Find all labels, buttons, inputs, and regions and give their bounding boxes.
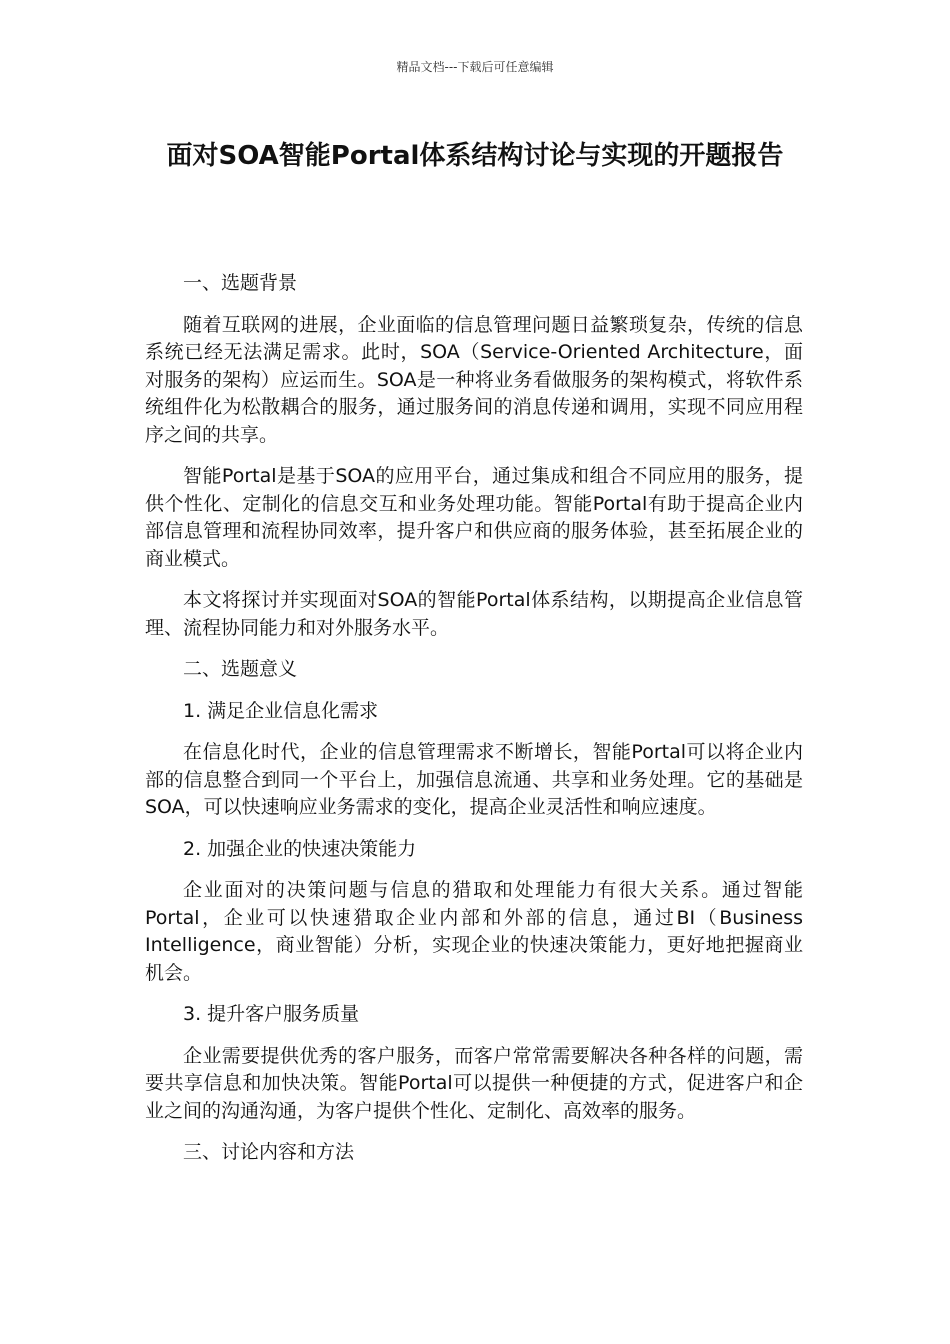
subheading-customer-service: 3. 提升客户服务质量	[183, 1003, 360, 1025]
document-body	[145, 270, 803, 1181]
section-heading-methods: 三、讨论内容和方法	[183, 1141, 355, 1163]
page-header-note: 精品文档---下载后可任意编辑	[396, 60, 554, 74]
paragraph-background-3: 本文将探讨并实现面对SOA的智能Portal体系结构，以期提高企业信息管理、流程协同能力和对外服务水平。	[145, 589, 803, 639]
paragraph-informatization: 在信息化时代，企业的信息管理需求不断增长，智能Portal可以将企业内部的信息整合到同一个平台上，加强信息流通、共享和业务处理。它的基础是SOA，可以快速响应业务需求的变化，提高企业灵活性和响应速度。	[145, 741, 803, 818]
document-title: 面对SOA智能Portal体系结构讨论与实现的开题报告	[166, 141, 784, 171]
paragraph-customer-service: 企业需要提供优秀的客户服务，而客户常常需要解决各种各样的问题，需要共享信息和加快决策。智能Portal可以提供一种便捷的方式，促进客户和企业之间的沟通沟通，为客户提供个性化、定制化、高效率的服务。	[145, 1044, 803, 1122]
subheading-informatization: 1. 满足企业信息化需求	[183, 699, 379, 722]
paragraph-decision: 企业面对的决策问题与信息的猎取和处理能力有很大关系。通过智能Portal，企业可以快速猎取企业内部和外部的信息，通过BI（Business Intelligence，商业智能）分析，实现企业的快速决策能力，更好地把握商业机会。	[145, 879, 803, 984]
subheading-decision: 2. 加强企业的快速决策能力	[183, 837, 417, 860]
paragraph-background-2: 智能Portal是基于SOA的应用平台，通过集成和组合不同应用的服务，提供个性化、定制化的信息交互和业务处理功能。智能Portal有助于提高企业内部信息管理和流程协同效率，提升客户和供应商的服务体验，甚至拓展企业的商业模式。	[145, 465, 803, 570]
section-heading-background: 一、选题背景	[183, 272, 298, 294]
section-heading-significance: 二、选题意义	[183, 658, 298, 680]
paragraph-background-1: 随着互联网的进展，企业面临的信息管理问题日益繁琐复杂，传统的信息系统已经无法满足需求。此时，SOA（Service-Oriented Architecture，面对服务的架构）应运而生。SOA是一种将业务看做服务的架构模式，将软件系统组件化为松散耦合的服务，通过服务间的消息传递和调用，实现不同应用程序之间的共享。	[145, 313, 803, 446]
